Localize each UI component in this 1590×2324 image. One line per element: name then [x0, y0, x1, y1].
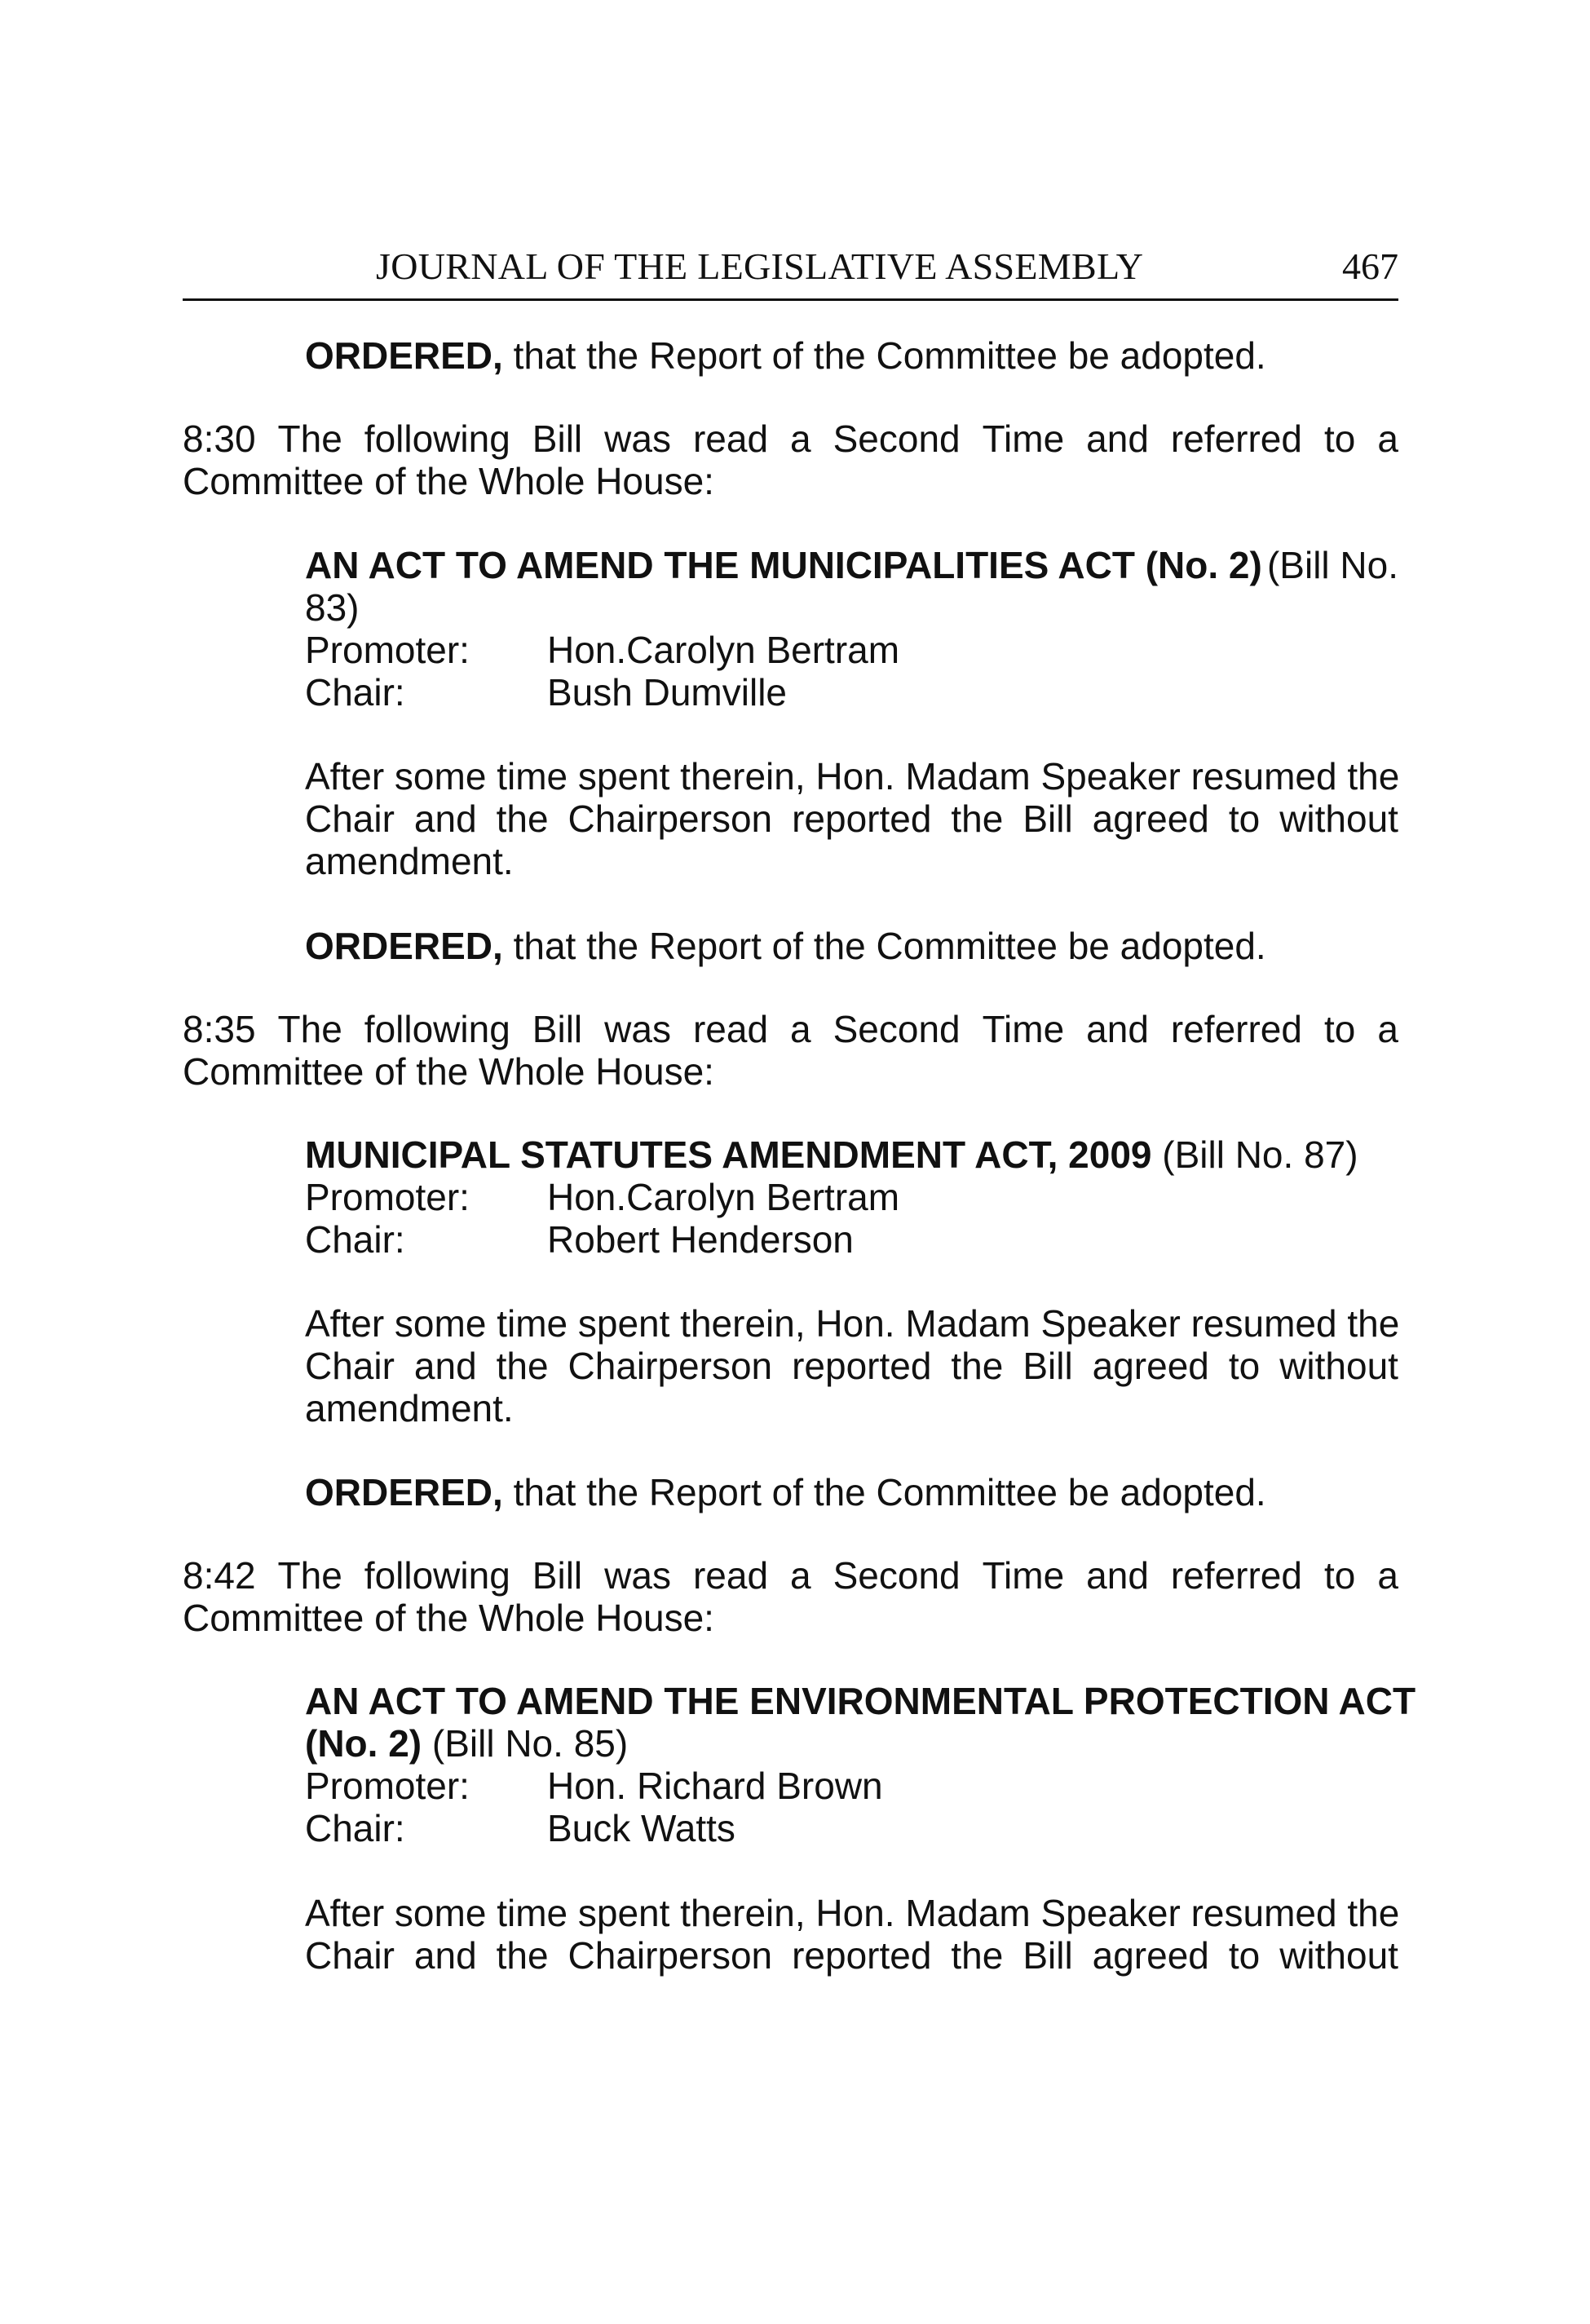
intro-word: following [364, 418, 510, 460]
intro-word: referred [1170, 1008, 1302, 1050]
intro-word: Bill [532, 1554, 583, 1597]
bill-number: (Bill No. [1266, 544, 1398, 586]
ordered-statement [305, 1471, 1398, 1513]
bill-title: MUNICIPAL STATUTES AMENDMENT ACT, 2009 [305, 1133, 1152, 1176]
report-word: to [1228, 797, 1261, 840]
report-word: Bill [1022, 1345, 1073, 1387]
ordered-text: that the Report of the Committee be adopted. [502, 1471, 1266, 1513]
bill-number: (Bill No. 87) [1151, 1133, 1358, 1176]
promoter-name: Hon.Carolyn Bertram [547, 1176, 900, 1218]
ordered-label: ORDERED, [305, 925, 503, 967]
intro-word: read [692, 1554, 769, 1597]
committee-report-paragraph [305, 1302, 1398, 1429]
intro-word: following [364, 1554, 510, 1597]
report-word: the [951, 1345, 1004, 1387]
bill-title-line [305, 1133, 1398, 1176]
intro-word: and [1086, 418, 1149, 460]
second-reading-entry [183, 1554, 1398, 1639]
intro-word: read [692, 418, 769, 460]
bill-number-continued: 83) [305, 586, 360, 629]
entry-time: 8:35 [183, 1008, 256, 1050]
intro-word: Time [982, 1554, 1065, 1597]
intro-word: referred [1170, 418, 1302, 460]
ordered-statement [305, 925, 1398, 967]
report-word: Bill [1022, 1934, 1073, 1977]
bill-title-line [305, 1680, 1416, 1722]
report-word: Chairperson [568, 797, 773, 840]
second-reading-intro-line-2: Committee of the Whole House: [183, 460, 714, 502]
promoter-label: Promoter: [305, 1765, 470, 1807]
intro-word: Time [982, 1008, 1065, 1050]
report-word: Chair [305, 797, 395, 840]
ordered-statement [305, 334, 1398, 377]
intro-word: a [1377, 418, 1398, 460]
report-word: agreed [1092, 1934, 1209, 1977]
report-word: Bill [1022, 797, 1073, 840]
report-word: Chair [305, 1934, 395, 1977]
second-reading-entry [183, 1008, 1398, 1093]
ordered-text: that the Report of the Committee be adopted. [502, 925, 1266, 967]
promoter-name: Hon.Carolyn Bertram [547, 629, 900, 671]
intro-word: a [1377, 1554, 1398, 1597]
report-word: the [496, 1934, 549, 1977]
promoter-row [305, 1765, 1398, 1807]
report-word: and [413, 1345, 477, 1387]
bill-title-line [305, 544, 1398, 586]
second-reading-entry [183, 418, 1398, 502]
intro-word: and [1086, 1554, 1149, 1597]
report-word: without [1279, 1934, 1398, 1977]
bill-title-continued: (No. 2) [305, 1722, 422, 1765]
chair-row [305, 1218, 1398, 1261]
chair-row [305, 671, 1398, 714]
header-title: JOURNAL OF THE LEGISLATIVE ASSEMBLY [376, 245, 1144, 287]
page-number: 467 [1342, 245, 1398, 287]
promoter-label: Promoter: [305, 1176, 470, 1218]
intro-word: was [604, 1008, 671, 1050]
report-word: and [413, 797, 477, 840]
bill-number: (Bill No. 85) [422, 1722, 629, 1765]
ordered-label: ORDERED, [305, 334, 503, 377]
report-line-2 [305, 1934, 1398, 1977]
intro-word: Bill [532, 418, 583, 460]
report-word: the [951, 797, 1004, 840]
second-reading-intro-line-2: Committee of the Whole House: [183, 1597, 714, 1639]
second-reading-intro-line [183, 1008, 1398, 1050]
intro-word: a [790, 1554, 811, 1597]
intro-word: a [790, 418, 811, 460]
report-word: and [413, 1934, 477, 1977]
intro-word: Second [833, 418, 961, 460]
chair-label: Chair: [305, 1807, 405, 1849]
bill-title-line-2 [305, 1722, 1398, 1765]
report-line-3: amendment. [305, 1387, 514, 1429]
report-word: agreed [1092, 797, 1209, 840]
second-reading-intro-line [183, 418, 1398, 460]
chair-row [305, 1807, 1398, 1849]
running-header [183, 243, 1398, 301]
report-word: the [496, 797, 549, 840]
second-reading-intro-line [183, 1554, 1398, 1597]
intro-word: Time [982, 418, 1065, 460]
committee-report-paragraph [305, 755, 1398, 882]
chair-name: Robert Henderson [547, 1218, 854, 1261]
ordered-text: that the Report of the Committee be adopted. [502, 334, 1266, 377]
intro-word: referred [1170, 1554, 1302, 1597]
intro-word: and [1086, 1008, 1149, 1050]
second-reading-intro-line-2: Committee of the Whole House: [183, 1050, 714, 1093]
committee-report-paragraph [305, 1892, 1398, 1977]
report-line-1: After some time spent therein, Hon. Madam Speaker resumed the [305, 1892, 1400, 1934]
report-word: to [1228, 1934, 1261, 1977]
report-word: without [1279, 797, 1398, 840]
bill-title: AN ACT TO AMEND THE ENVIRONMENTAL PROTECTION ACT [305, 1680, 1416, 1722]
bill-block [305, 1680, 1416, 1849]
report-word: agreed [1092, 1345, 1209, 1387]
intro-word: following [364, 1008, 510, 1050]
bill-block [305, 1133, 1398, 1261]
bill-block [305, 544, 1398, 714]
intro-word: The [277, 1554, 342, 1597]
promoter-row [305, 629, 1398, 671]
report-line-1: After some time spent therein, Hon. Madam Speaker resumed the [305, 1302, 1400, 1345]
report-line-1: After some time spent therein, Hon. Madam Speaker resumed the [305, 755, 1400, 797]
promoter-row [305, 1176, 1398, 1218]
intro-word: read [692, 1008, 769, 1050]
entry-time: 8:42 [183, 1554, 256, 1597]
intro-word: Bill [532, 1008, 583, 1050]
intro-word: Second [833, 1554, 961, 1597]
chair-label: Chair: [305, 671, 405, 714]
ordered-label: ORDERED, [305, 1471, 503, 1513]
intro-word: was [604, 418, 671, 460]
report-word: reported [792, 1934, 932, 1977]
report-line-3: amendment. [305, 840, 514, 882]
report-word: the [951, 1934, 1004, 1977]
report-line-2 [305, 1345, 1398, 1387]
report-word: to [1228, 1345, 1261, 1387]
report-line-2 [305, 797, 1398, 840]
report-word: reported [792, 1345, 932, 1387]
chair-name: Buck Watts [547, 1807, 735, 1849]
intro-word: Second [833, 1008, 961, 1050]
report-word: the [496, 1345, 549, 1387]
bill-title: AN ACT TO AMEND THE MUNICIPALITIES ACT (No. 2) [305, 544, 1262, 586]
intro-word: a [1377, 1008, 1398, 1050]
intro-word: was [604, 1554, 671, 1597]
intro-word: a [790, 1008, 811, 1050]
entry-time: 8:30 [183, 418, 256, 460]
report-word: Chair [305, 1345, 395, 1387]
intro-word: The [277, 418, 342, 460]
report-word: Chairperson [568, 1934, 773, 1977]
intro-word: The [277, 1008, 342, 1050]
report-word: Chairperson [568, 1345, 773, 1387]
chair-label: Chair: [305, 1218, 405, 1261]
report-word: reported [792, 797, 932, 840]
intro-word: to [1323, 1554, 1356, 1597]
intro-word: to [1323, 1008, 1356, 1050]
chair-name: Bush Dumville [547, 671, 787, 714]
promoter-name: Hon. Richard Brown [547, 1765, 883, 1807]
promoter-label: Promoter: [305, 629, 470, 671]
intro-word: to [1323, 418, 1356, 460]
report-word: without [1279, 1345, 1398, 1387]
